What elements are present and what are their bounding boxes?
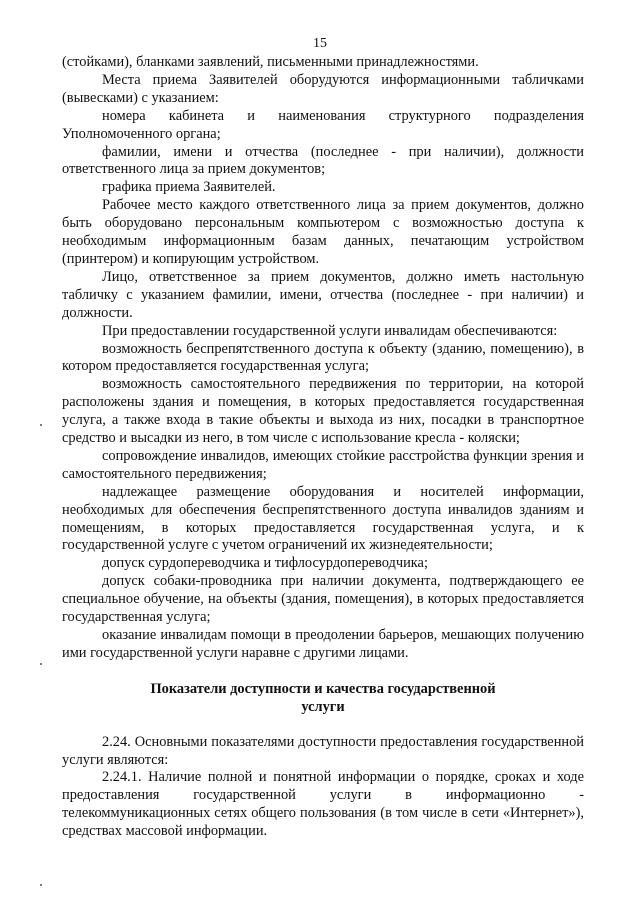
scan-speck	[40, 663, 42, 665]
paragraph: 2.24.1. Наличие полной и понятной информации о порядке, сроках и ходе предоставления государственной услуги в информационно - телекоммуникационных сетях общего пользования (в том числе в сети «Интернет»), средствах массовой информации.	[62, 769, 584, 840]
paragraphs-top	[62, 54, 584, 663]
paragraph: надлежащее размещение оборудования и носителей информации, необходимых для обеспечения беспрепятственного доступа инвалидов зданиям и помещениям, в которых предоставляется государственная услуга, и к государственной услуге с учетом ограничений их жизнедеятельности;	[62, 483, 584, 554]
paragraph: графика приема Заявителей.	[102, 179, 276, 196]
paragraph: допуск сурдопереводчика и тифлосурдопереводчика;	[102, 555, 428, 572]
paragraph: возможность самостоятельного передвижения по территории, на которой расположены здания и помещения, в которых предоставляется государственная услуга, а также входа в такие объекты и выхода из них, посадки в транспортное средство и высадки из него, в том числе с использование кресла - коляски;	[62, 376, 584, 447]
paragraph: сопровождение инвалидов, имеющих стойкие расстройства функции зрения и самостоятельного передвижения;	[62, 447, 584, 482]
paragraph: Лицо, ответственное за прием документов, должно иметь настольную табличку с указанием фамилии, имени, отчества (последнее - при наличии) и должности.	[62, 268, 584, 321]
section-heading-line1: Показатели доступности и качества государственной	[150, 680, 496, 697]
paragraph: Рабочее место каждого ответственного лица за прием документов, должно быть оборудовано персональным компьютером с возможностью доступа к необходимым информационным базам данных, печатающим устройством (принтером) и копирующим устройством.	[62, 197, 584, 267]
paragraph: оказание инвалидам помощи в преодолении барьеров, мешающих получению ими государственной услуги наравне с другими лицами.	[62, 627, 584, 661]
paragraph: фамилии, имени и отчества (последнее - при наличии), должности ответственного лица за прием документов;	[62, 143, 584, 178]
scan-speck	[40, 884, 42, 886]
document-body	[62, 54, 584, 841]
paragraph: 2.24. Основными показателями доступности предоставления государственной услуги являются:	[62, 733, 584, 768]
paragraph: номера кабинета и наименования структурного подразделения Уполномоченного органа;	[62, 107, 584, 142]
paragraph: (стойками), бланками заявлений, письменными принадлежностями.	[62, 54, 479, 70]
section-heading-line2: услуги	[301, 698, 345, 715]
paragraph: возможность беспрепятственного доступа к объекту (зданию, помещению), в котором предоставляется государственная услуга;	[62, 340, 584, 375]
scan-speck	[40, 424, 42, 426]
paragraph: допуск собаки-проводника при наличии документа, подтверждающего ее специальное обучение, на объекты (здания, помещения), в которых предоставляется государственная услуга;	[62, 573, 584, 626]
section-heading	[62, 681, 584, 717]
paragraph: Места приема Заявителей оборудуются информационными табличками (вывесками) с указанием:	[62, 71, 584, 106]
paragraph: При предоставлении государственной услуги инвалидам обеспечиваются:	[102, 322, 558, 339]
page-number: 15	[313, 36, 327, 51]
paragraphs-bottom	[62, 734, 584, 841]
